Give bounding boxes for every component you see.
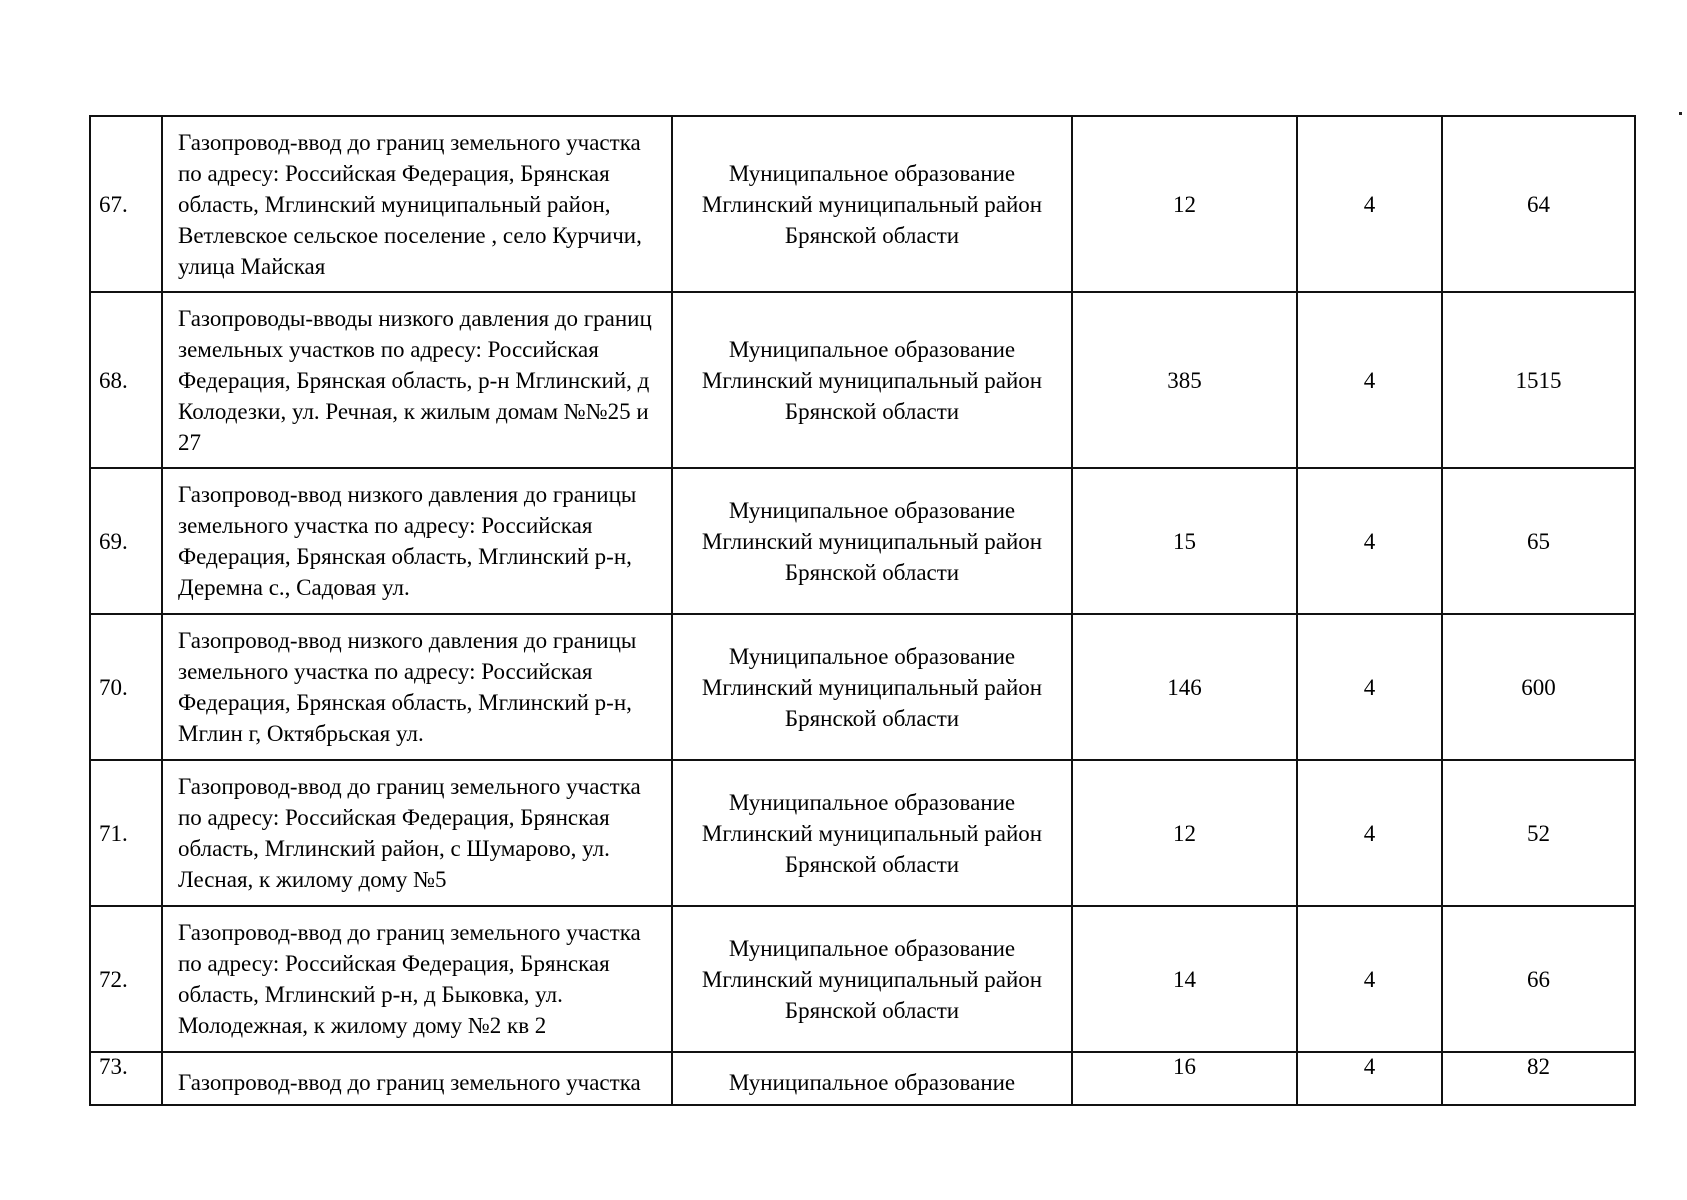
object-description: Газопроводы-вводы низкого давления до границ земельных участков по адресу: Российская Федерация, Брянская область, р-н Мглинский, д Колодезки, ул. Речная, к жилым домам №№25 и 27 [162, 292, 672, 468]
value-cell-3: 65 [1442, 468, 1635, 614]
table-row [90, 468, 1635, 614]
row-number: 69. [90, 468, 162, 614]
owner-name: Муниципальное образование [672, 1052, 1072, 1105]
value-cell-1: 12 [1072, 760, 1297, 906]
value-cell-1: 15 [1072, 468, 1297, 614]
value-cell-2: 4 [1297, 614, 1442, 760]
value-cell-2: 4 [1297, 116, 1442, 292]
row-number: 73. [90, 1052, 162, 1105]
row-number: 72. [90, 906, 162, 1052]
value-cell-3: 82 [1442, 1052, 1635, 1105]
value-cell-3: 66 [1442, 906, 1635, 1052]
value-cell-1: 12 [1072, 116, 1297, 292]
owner-name: Муниципальное образование Мглинский муниципальный район Брянской области [672, 760, 1072, 906]
value-cell-2: 4 [1297, 906, 1442, 1052]
object-description: Газопровод-ввод до границ земельного участка по адресу: Российская Федерация, Брянская область, Мглинский район, с Шумарово, ул. Лесная, к жилому дому №5 [162, 760, 672, 906]
value-cell-2: 4 [1297, 468, 1442, 614]
table-row [90, 292, 1635, 468]
row-number: 70. [90, 614, 162, 760]
object-description: Газопровод-ввод до границ земельного участка [162, 1052, 672, 1105]
value-cell-2: 4 [1297, 1052, 1442, 1105]
row-number: 67. [90, 116, 162, 292]
owner-name: Муниципальное образование Мглинский муниципальный район Брянской области [672, 468, 1072, 614]
object-description: Газопровод-ввод низкого давления до границы земельного участка по адресу: Российская Федерация, Брянская область, Мглинский р-н, Деремна с., Садовая ул. [162, 468, 672, 614]
value-cell-2: 4 [1297, 292, 1442, 468]
value-cell-3: 52 [1442, 760, 1635, 906]
value-cell-1: 385 [1072, 292, 1297, 468]
value-cell-3: 64 [1442, 116, 1635, 292]
owner-name: Муниципальное образование Мглинский муниципальный район Брянской области [672, 906, 1072, 1052]
value-cell-1: 146 [1072, 614, 1297, 760]
table-row [90, 116, 1635, 292]
value-cell-1: 16 [1072, 1052, 1297, 1105]
row-number: 71. [90, 760, 162, 906]
owner-name: Муниципальное образование Мглинский муниципальный район Брянской области [672, 116, 1072, 292]
gas-pipeline-table [89, 115, 1636, 1106]
owner-name: Муниципальное образование Мглинский муниципальный район Брянской области [672, 614, 1072, 760]
object-description: Газопровод-ввод до границ земельного участка по адресу: Российская Федерация, Брянская область, Мглинский р-н, д Быковка, ул. Молодежная, к жилому дому №2 кв 2 [162, 906, 672, 1052]
row-number: 68. [90, 292, 162, 468]
table-row [90, 760, 1635, 906]
value-cell-1: 14 [1072, 906, 1297, 1052]
object-description: Газопровод-ввод до границ земельного участка по адресу: Российская Федерация, Брянская область, Мглинский муниципальный район, Ветлевское сельское поселение , село Курчичи, улица Майская [162, 116, 672, 292]
owner-name: Муниципальное образование Мглинский муниципальный район Брянской области [672, 292, 1072, 468]
table-row [90, 1052, 1635, 1105]
object-description: Газопровод-ввод низкого давления до границы земельного участка по адресу: Российская Федерация, Брянская область, Мглинский р-н, Мглин г, Октябрьская ул. [162, 614, 672, 760]
value-cell-3: 600 [1442, 614, 1635, 760]
value-cell-2: 4 [1297, 760, 1442, 906]
scan-speck [1679, 112, 1682, 115]
table-row [90, 614, 1635, 760]
table-row [90, 906, 1635, 1052]
value-cell-3: 1515 [1442, 292, 1635, 468]
